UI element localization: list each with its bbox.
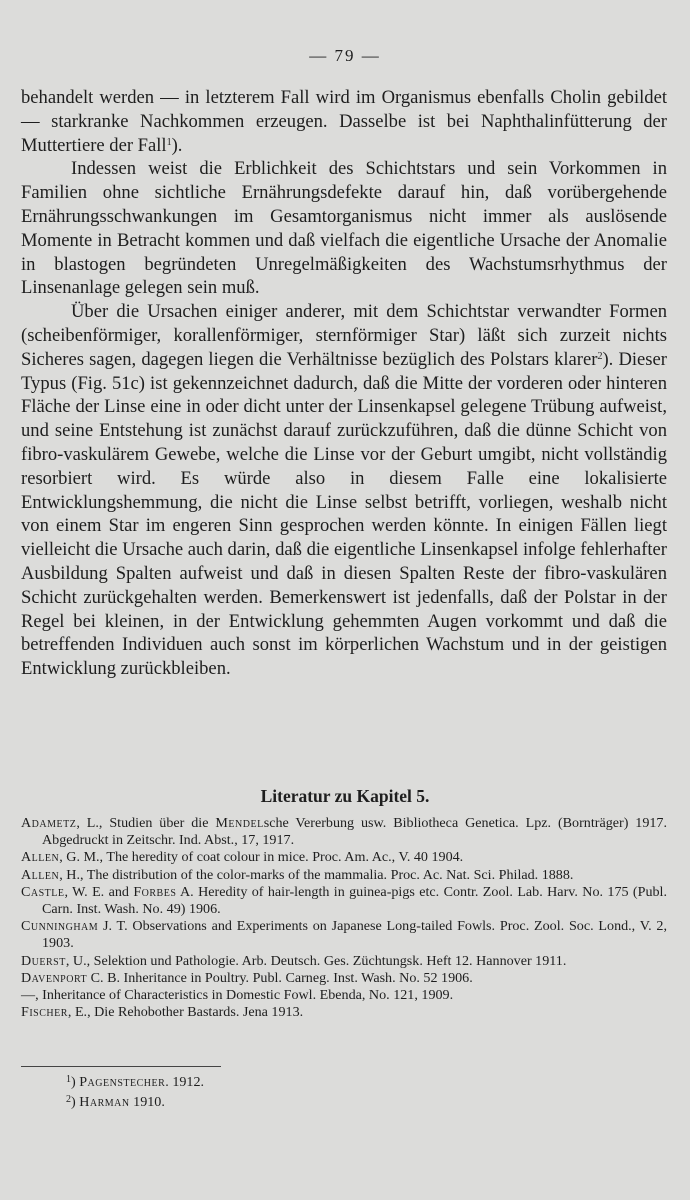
- text-run: , H., The distribution of the color-marks of the mammalia. Proc. Ac. Nat. Sci. Philad. 1888.: [59, 866, 574, 883]
- text-run: , L., Studien über die: [76, 815, 216, 831]
- author-name: Fischer: [21, 1004, 68, 1021]
- footnote-ref: 2: [597, 350, 603, 362]
- page-number: — 79 —: [309, 46, 381, 65]
- author-name: Harman: [79, 1094, 130, 1110]
- body-text: [21, 86, 667, 681]
- literature-entry: [21, 987, 667, 1004]
- author-name: Mendel: [215, 815, 264, 831]
- paragraph: [21, 86, 667, 157]
- text-run: ).: [171, 134, 183, 156]
- text-run: , E., Die Rehobother Bastards. Jena 1913.: [67, 1004, 304, 1021]
- author-name: Pagenstecher: [79, 1074, 166, 1090]
- literature-entry: [21, 849, 667, 866]
- literature-entry: [21, 815, 667, 849]
- footnotes: [66, 1071, 466, 1111]
- author-name: Allen: [21, 866, 60, 883]
- footnote-ref: 1: [166, 136, 172, 148]
- text-run: . 1912.: [165, 1074, 205, 1090]
- text-run: J. T. Observations and Experiments on Japanese Long-tailed Fowls. Proc. Zool. Soc. Lond., V. 2, 1903.: [42, 918, 667, 952]
- literature-entry: [21, 867, 667, 884]
- text-run: A. Heredity of hair-length in guinea-pigs etc. Contr. Zool. Lab. Harv. No. 175 (Publ. Carn. Inst. Wash. No. 49) 1906.: [42, 883, 667, 918]
- text-run: ). Dieser Typus (Fig. 51c) ist gekennzeichnet dadurch, daß die Mitte der vorderen oder hinteren Fläche der Linse eine in oder dicht unter der Linsenkapsel gelegene Trübung aufweist, und seine Entstehung ist zunächst darauf zurückzuführen, daß die dünne Schicht von fibro-vaskulärem Gewebe, welche die Linse vor der Geburt umgibt, nicht vollständig resorbiert wird. Es würde also in diesem Falle eine lokalisierte Entwicklungshemmung, die nicht die Linse selbst betrifft, vorliegen, weshalb nicht von einem Star im engeren Sinn gesprochen werden könnte. In einigen Fällen liegt vielleicht die Ursache auch darin, daß die eigentliche Linsenkapsel infolge fehlerhafter Ausbildung Spalten aufweist und daß in diesen Spalten Reste der fibro-vaskulären Schicht zurückgehalten werden. Bemerkenswert ist jedenfalls, daß der Polstar in der Regel bei kleinen, in der Entwicklung gehemmten Augen vorkommt und daß die betreffenden Individuen auch sonst im körperlichen Wachstum und in der geistigen Entwicklung zurückbleiben.: [21, 348, 667, 680]
- literature-heading: Literatur zu Kapitel 5.: [260, 786, 430, 806]
- text-run: C. B. Inheritance in Poultry. Publ. Carneg. Inst. Wash. No. 52 1906.: [87, 969, 473, 986]
- text-run: Über die Ursachen einiger anderer, mit dem Schichtstar verwandter Formen (scheibenförmiger, korallenförmiger, sternförmiger Star) läßt sich zurzeit nichts Sicheres sagen, dagegen liegen die Verhältnisse bezüglich des Polstars klarer: [21, 301, 667, 370]
- author-name: Cunningham: [21, 918, 99, 935]
- footnote-mark: 2: [66, 1094, 71, 1105]
- author-name: Adametz: [21, 815, 77, 831]
- paragraph: [21, 157, 667, 300]
- text-run: —, Inheritance of Characteristics in Domestic Fowl. Ebenda, No. 121, 1909.: [21, 987, 454, 1004]
- paragraph: [21, 300, 667, 681]
- text-run: , W. E. and: [64, 883, 134, 900]
- author-name: Allen: [21, 849, 60, 866]
- author-name: Duerst: [21, 952, 66, 969]
- text-run: sche Vererbung usw. Bibliotheca Genetica. Lpz. (Bornträger) 1917. Abgedruckt in Zeitschr. Ind. Abst., 17, 1917.: [42, 815, 668, 849]
- literature-list: [21, 815, 667, 1021]
- footnote-mark: 1: [66, 1074, 71, 1085]
- author-name: Davenport: [21, 969, 88, 986]
- footnote: $^1$) Pagenstecher. 1912.: [66, 1074, 205, 1090]
- footnote: $^2$) Harman 1910.: [66, 1094, 165, 1110]
- text-run: behandelt werden — in letzterem Fall wird im Organismus ebenfalls Cholin gebildet — starkranke Nachkommen erzeugen. Dasselbe ist bei Naphthalinfütterung der Muttertiere der Fall: [21, 87, 667, 156]
- literature-entry: [21, 1004, 667, 1021]
- literature-entry: [21, 953, 667, 970]
- author-name: Castle: [21, 883, 65, 900]
- text-run: 1910.: [129, 1094, 165, 1110]
- author-name: Forbes: [133, 883, 177, 900]
- text-run: , U., Selektion und Pathologie. Arb. Deutsch. Ges. Züchtungsk. Heft 12. Hannover 1911.: [65, 952, 567, 969]
- text-run: , G. M., The heredity of coat colour in mice. Proc. Am. Ac., V. 40 1904.: [59, 849, 464, 866]
- text-run: Indessen weist die Erblichkeit des Schichtstars und sein Vorkommen in Familien ohne sichtliche Ernährungsdefekte darauf hin, daß vorübergehende Ernährungsschwankungen im Gesamtorganismus nicht immer als auslösende Momente in Betracht kommen und daß vielfach die eigentliche Ursache der Anomalie in blastogen begründeten Unregelmäßigkeiten des Wachstumsrhythmus der Linsenanlage gelegen sein muß.: [21, 158, 667, 299]
- literature-entry: [21, 918, 667, 952]
- literature-entry: [21, 970, 667, 987]
- literature-entry: [21, 884, 667, 918]
- footnote-rule: [21, 1066, 221, 1067]
